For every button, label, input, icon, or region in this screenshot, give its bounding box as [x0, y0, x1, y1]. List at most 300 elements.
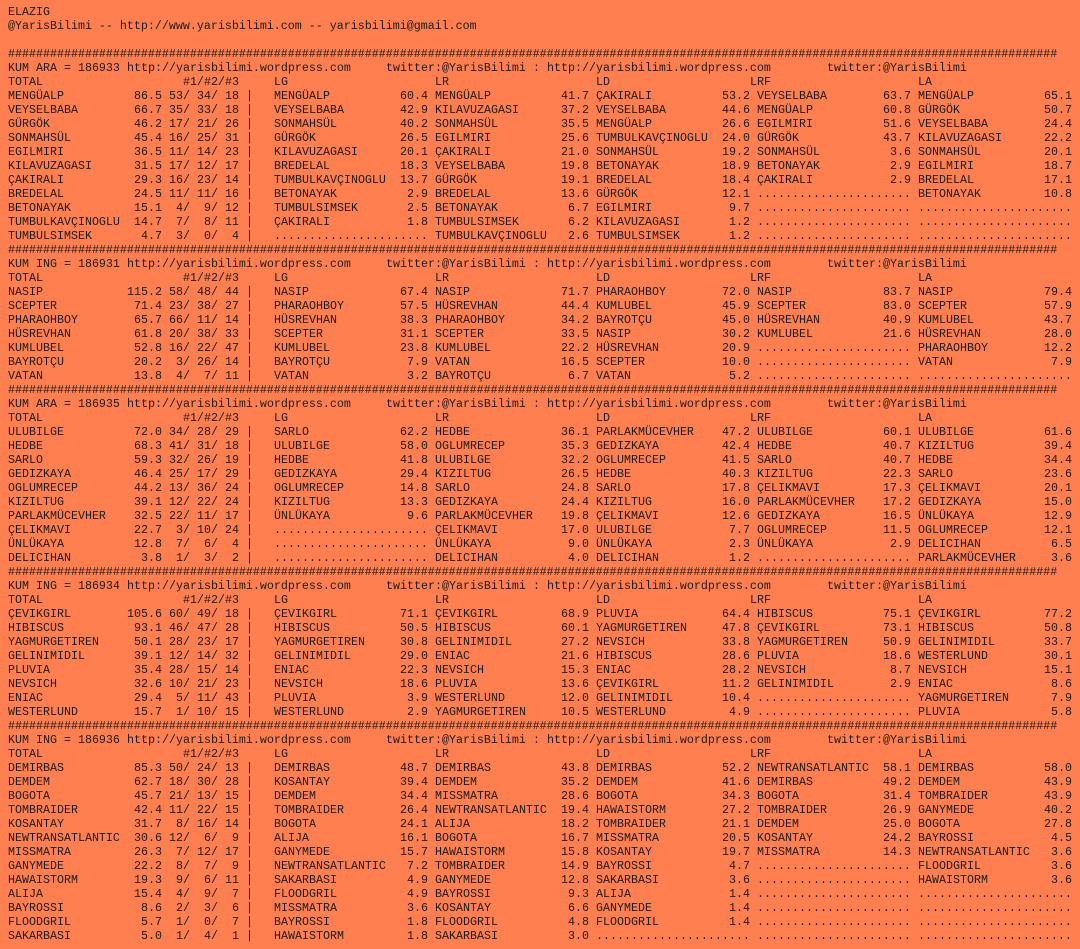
total-name: ENIAC: [8, 691, 43, 705]
lr-value: 15.3: [561, 663, 589, 677]
second-count: 0: [204, 229, 211, 243]
total-score: 39.1: [134, 649, 162, 663]
table-row: [0, 467, 1080, 481]
slash: /: [211, 439, 218, 453]
slash: /: [183, 313, 190, 327]
lr-name: ÇELIKMAVI: [435, 523, 498, 537]
second-count: 47: [197, 621, 211, 635]
separator-colon: :: [533, 733, 540, 747]
la-value: 24.4: [1044, 117, 1072, 131]
third-count: 11: [225, 873, 239, 887]
lrf-name: KOSANTAY: [757, 831, 813, 845]
lr-name: ÇAKIRALI: [435, 145, 491, 159]
lr-name: VEYSELBABA: [435, 159, 505, 173]
lg-value: 38.3: [400, 313, 428, 327]
separator: ######################################################################################################################################################: [8, 719, 1058, 733]
lrf-name: GÜRGÖK: [757, 131, 799, 145]
la-name: ÇELIKMAVI: [918, 481, 981, 495]
la-name: ULUBILGE: [918, 425, 974, 439]
lg-name: GEDIZKAYA: [274, 467, 337, 481]
la-value: 5.8: [1051, 705, 1072, 719]
slash: /: [183, 873, 190, 887]
lg-value: 3.9: [407, 691, 428, 705]
total-name: TOMBRAIDER: [8, 803, 78, 817]
slash: /: [183, 803, 190, 817]
ld-value: 3.6: [729, 873, 750, 887]
la-value: 43.9: [1044, 789, 1072, 803]
total-score: 85.3: [134, 761, 162, 775]
total-name: MISSMATRA: [8, 845, 71, 859]
lg-name: HÜSREVHAN: [274, 313, 337, 327]
second-count: 8: [204, 215, 211, 229]
header-lg: LG: [274, 593, 288, 607]
twitter-handle: twitter:@YarisBilimi: [827, 733, 967, 747]
lr-name: DELICIHAN: [435, 551, 498, 565]
lr-name: NEVSICH: [435, 663, 484, 677]
third-count: 14: [225, 355, 239, 369]
lr-value: 4.0: [568, 551, 589, 565]
la-name: GEDIZKAYA: [918, 495, 981, 509]
lr-value: 25.6: [561, 131, 589, 145]
ld-name: KUMLUBEL: [596, 299, 652, 313]
total-name: DELICIHAN: [8, 551, 71, 565]
third-count: 26: [225, 117, 239, 131]
third-count: 14: [225, 817, 239, 831]
ld-value: 33.8: [722, 635, 750, 649]
la-value: 43.7: [1044, 313, 1072, 327]
slash: /: [211, 355, 218, 369]
column-divider: |: [246, 285, 253, 299]
twitter-handle: twitter:@YarisBilimi: [827, 61, 967, 75]
column-divider: |: [246, 761, 253, 775]
first-count: 5: [176, 691, 183, 705]
la-value: 15.1: [1044, 663, 1072, 677]
ld-name: PARLAKMÜCEVHER: [596, 425, 694, 439]
ld-value: 27.2: [722, 803, 750, 817]
column-headers: [0, 747, 1080, 761]
lg-value: 24.1: [400, 817, 428, 831]
column-headers: [0, 271, 1080, 285]
lr-name: HIBISCUS: [435, 621, 491, 635]
lr-value: 19.4: [561, 803, 589, 817]
lrf-value: 49.2: [883, 775, 911, 789]
lrf-name: MENGÜALP: [757, 103, 813, 117]
ld-name: SARLO: [596, 481, 631, 495]
la-name: BAYROSSI: [918, 831, 974, 845]
lr-value: 6.7: [568, 201, 589, 215]
first-count: 11: [169, 803, 183, 817]
lr-name: TOMBRAIDER: [435, 859, 505, 873]
slash: /: [183, 845, 190, 859]
slash: /: [183, 621, 190, 635]
slash: /: [183, 453, 190, 467]
column-divider: |: [246, 215, 253, 229]
lr-value: 4.8: [568, 915, 589, 929]
ld-name: ENIAC: [596, 663, 631, 677]
lg-name: TUMBULKAVÇINOGLU: [274, 173, 386, 187]
third-count: 14: [225, 173, 239, 187]
la-name: NEWTRANSATLANTIC: [918, 845, 1030, 859]
lr-name: NASIP: [435, 285, 470, 299]
second-count: 3: [204, 901, 211, 915]
second-count: 3: [204, 551, 211, 565]
third-count: 23: [225, 677, 239, 691]
lg-name: VATAN: [274, 369, 309, 383]
ld-name: HAWAISTORM: [596, 803, 666, 817]
total-name: ÇAKIRALI: [8, 173, 64, 187]
first-count: 3: [176, 355, 183, 369]
table-row: [0, 677, 1080, 691]
lrf-value: 2.9: [890, 677, 911, 691]
ld-value: 19.2: [722, 145, 750, 159]
ld-value: 16.0: [722, 495, 750, 509]
la-empty-filler: ......................: [918, 229, 1072, 243]
header-places: #1/#2/#3: [183, 747, 239, 761]
table-row: [0, 789, 1080, 803]
ld-value: 5.2: [729, 369, 750, 383]
ld-name: DEMIRBAS: [596, 761, 652, 775]
first-count: 35: [169, 103, 183, 117]
column-divider: |: [246, 313, 253, 327]
column-divider: |: [246, 341, 253, 355]
block-title: KUM ARA = 186933: [8, 61, 120, 75]
ld-value: 20.9: [722, 341, 750, 355]
column-divider: |: [246, 229, 253, 243]
lrf-value: 2.9: [890, 159, 911, 173]
la-name: EGILMIRI: [918, 159, 974, 173]
ld-value: 18.9: [722, 159, 750, 173]
ld-value: 4.9: [729, 705, 750, 719]
slash: /: [183, 901, 190, 915]
third-count: 14: [225, 313, 239, 327]
lrf-value: 73.1: [883, 621, 911, 635]
first-count: 10: [169, 677, 183, 691]
table-row: [0, 327, 1080, 341]
total-score: 66.7: [134, 103, 162, 117]
ld-name: ÇEVIKGIRL: [596, 677, 659, 691]
la-name: PLUVIA: [918, 705, 960, 719]
total-name: BETONAYAK: [8, 201, 71, 215]
blog-link: http://yarisbilimi.wordpress.com: [547, 257, 771, 271]
total-score: 22.7: [134, 523, 162, 537]
lrf-name: DEMDEM: [757, 817, 799, 831]
table-row: [0, 481, 1080, 495]
lrf-empty-filler: ......................: [757, 369, 911, 383]
total-score: 31.5: [134, 159, 162, 173]
ld-value: 9.7: [729, 201, 750, 215]
lg-value: 29.4: [400, 467, 428, 481]
second-count: 12: [197, 845, 211, 859]
blog-link: http://yarisbilimi.wordpress.com: [127, 397, 351, 411]
total-score: 3.8: [141, 551, 162, 565]
second-count: 6: [204, 537, 211, 551]
lg-name: YAGMURGETIREN: [274, 635, 365, 649]
table-row: [0, 131, 1080, 145]
total-score: 86.5: [134, 89, 162, 103]
la-name: OGLUMRECEP: [918, 523, 988, 537]
total-name: BAYROTÇU: [8, 355, 64, 369]
table-row: [0, 229, 1080, 243]
total-name: DEMDEM: [8, 775, 50, 789]
header-places: #1/#2/#3: [183, 593, 239, 607]
third-count: 11: [225, 369, 239, 383]
blog-link: http://yarisbilimi.wordpress.com: [127, 579, 351, 593]
header-places: #1/#2/#3: [183, 411, 239, 425]
la-value: 6.5: [1051, 537, 1072, 551]
ld-value: 4.7: [729, 859, 750, 873]
column-divider: |: [246, 621, 253, 635]
la-name: GÜRGÖK: [918, 103, 960, 117]
first-count: 8: [176, 859, 183, 873]
slash: /: [183, 117, 190, 131]
table-row: [0, 803, 1080, 817]
ld-value: 1.4: [729, 915, 750, 929]
total-name: VEYSELBABA: [8, 103, 78, 117]
column-divider: |: [246, 117, 253, 131]
lg-name: WESTERLUND: [274, 705, 344, 719]
lrf-name: NEWTRANSATLANTIC: [757, 761, 869, 775]
lr-name: ÜNLÜKAYA: [435, 537, 491, 551]
column-divider: |: [246, 355, 253, 369]
first-count: 1: [176, 551, 183, 565]
ld-name: KILAVUZAGASI: [596, 215, 680, 229]
lg-name: KUMLUBEL: [274, 341, 330, 355]
twitter-handle: twitter:@YarisBilimi: [386, 733, 526, 747]
total-name: OGLUMRECEP: [8, 481, 78, 495]
lrf-name: ÜNLÜKAYA: [757, 537, 813, 551]
lrf-name: YAGMURGETIREN: [757, 635, 848, 649]
slash: /: [211, 145, 218, 159]
ld-value: 72.0: [722, 285, 750, 299]
lg-value: 26.4: [400, 803, 428, 817]
lrf-name: ÇELIKMAVI: [757, 481, 820, 495]
lg-name: DEMIRBAS: [274, 761, 330, 775]
ld-name: VATAN: [596, 369, 631, 383]
column-divider: |: [246, 663, 253, 677]
lr-name: BOGOTA: [435, 831, 477, 845]
slash: /: [211, 929, 218, 943]
lr-name: ÇEVIKGIRL: [435, 607, 498, 621]
column-divider: |: [246, 537, 253, 551]
total-name: KOSANTAY: [8, 817, 64, 831]
lg-empty-filler: ......................: [274, 551, 428, 565]
separator: ######################################################################################################################################################: [8, 47, 1058, 61]
ld-name: ÇELIKMAVI: [596, 509, 659, 523]
slash: /: [183, 677, 190, 691]
total-name: TUMBULKAVÇINOGLU: [8, 215, 120, 229]
header-lg: LG: [274, 747, 288, 761]
ld-value: 28.6: [722, 649, 750, 663]
la-value: 12.1: [1044, 523, 1072, 537]
third-count: 17: [225, 509, 239, 523]
lr-name: OGLUMRECEP: [435, 439, 505, 453]
table-row: [0, 89, 1080, 103]
lg-name: TUMBULSIMSEK: [274, 201, 358, 215]
ld-value: 12.1: [722, 187, 750, 201]
lrf-value: 60.1: [883, 425, 911, 439]
slash: /: [183, 299, 190, 313]
ld-value: 19.7: [722, 845, 750, 859]
slash: /: [183, 285, 190, 299]
la-empty-filler: ......................: [918, 887, 1072, 901]
lrf-value: 60.8: [883, 103, 911, 117]
slash: /: [211, 635, 218, 649]
lrf-name: EGILMIRI: [757, 117, 813, 131]
total-score: 15.7: [134, 705, 162, 719]
total-score: 19.3: [134, 873, 162, 887]
total-score: 12.8: [134, 537, 162, 551]
separator-line: [0, 243, 1080, 257]
total-name: HEDBE: [8, 439, 43, 453]
third-count: 28: [225, 775, 239, 789]
total-name: KIZILTUG: [8, 495, 64, 509]
ld-name: PHARAOHBOY: [596, 285, 666, 299]
third-count: 7: [232, 915, 239, 929]
ld-value: 17.8: [722, 481, 750, 495]
first-count: 1: [176, 929, 183, 943]
second-count: 11: [197, 509, 211, 523]
column-divider: |: [246, 677, 253, 691]
lr-value: 35.2: [561, 775, 589, 789]
header-la: LA: [918, 271, 932, 285]
lrf-empty-filler: ......................: [757, 551, 911, 565]
first-count: 18: [169, 775, 183, 789]
total-name: BOGOTA: [8, 789, 50, 803]
ld-value: 10.0: [722, 355, 750, 369]
slash: /: [211, 859, 218, 873]
second-count: 11: [197, 691, 211, 705]
lr-value: 68.9: [561, 607, 589, 621]
total-score: 105.6: [127, 607, 162, 621]
lrf-name: DEMIRBAS: [757, 775, 813, 789]
lr-value: 9.0: [568, 537, 589, 551]
lr-value: 12.8: [561, 873, 589, 887]
slash: /: [211, 481, 218, 495]
total-score: 46.4: [134, 467, 162, 481]
lr-value: 24.4: [561, 495, 589, 509]
lr-name: KOSANTAY: [435, 901, 491, 915]
slash: /: [183, 761, 190, 775]
lg-value: 67.4: [400, 285, 428, 299]
column-divider: |: [246, 89, 253, 103]
total-name: HIBISCUS: [8, 621, 64, 635]
lrf-value: 22.3: [883, 467, 911, 481]
total-score: 15.1: [134, 201, 162, 215]
header-lg: LG: [274, 271, 288, 285]
table-row: [0, 117, 1080, 131]
first-count: 4: [176, 369, 183, 383]
lr-name: TUMBULKAVÇINOGLU: [435, 229, 547, 243]
lrf-name: BOGOTA: [757, 789, 799, 803]
first-count: 7: [176, 215, 183, 229]
lg-name: BOGOTA: [274, 817, 316, 831]
lr-value: 19.1: [561, 173, 589, 187]
second-count: 38: [197, 327, 211, 341]
total-name: VATAN: [8, 369, 43, 383]
total-score: 50.1: [134, 635, 162, 649]
total-name: KUMLUBEL: [8, 341, 64, 355]
lr-value: 60.1: [561, 621, 589, 635]
column-divider: |: [246, 201, 253, 215]
total-score: 14.7: [134, 215, 162, 229]
column-divider: |: [246, 299, 253, 313]
table-row: [0, 187, 1080, 201]
total-score: 32.5: [134, 509, 162, 523]
total-score: 5.7: [141, 915, 162, 929]
total-score: 59.3: [134, 453, 162, 467]
lr-name: SONMAHSÜL: [435, 117, 498, 131]
second-count: 36: [197, 481, 211, 495]
third-count: 24: [225, 481, 239, 495]
separator: ######################################################################################################################################################: [8, 383, 1058, 397]
total-name: SARLO: [8, 453, 43, 467]
third-count: 17: [225, 635, 239, 649]
third-count: 15: [225, 705, 239, 719]
header-lrf: LRF: [750, 747, 771, 761]
column-divider: |: [246, 817, 253, 831]
la-empty-filler: ......................: [918, 915, 1072, 929]
block-title: KUM ING = 186931: [8, 257, 120, 271]
la-name: YAGMURGETIREN: [918, 691, 1009, 705]
total-name: NEVSICH: [8, 677, 57, 691]
slash: /: [211, 159, 218, 173]
lr-name: DEMDEM: [435, 775, 477, 789]
la-value: 7.9: [1051, 355, 1072, 369]
lg-value: 4.9: [407, 887, 428, 901]
table-row: [0, 439, 1080, 453]
header-lr: LR: [435, 271, 449, 285]
first-count: 12: [169, 831, 183, 845]
first-count: 25: [169, 467, 183, 481]
lg-value: 34.4: [400, 789, 428, 803]
lr-value: 41.7: [561, 89, 589, 103]
la-value: 3.6: [1051, 873, 1072, 887]
lr-value: 9.3: [568, 887, 589, 901]
second-count: 21: [197, 677, 211, 691]
first-count: 34: [169, 425, 183, 439]
la-name: KILAVUZAGASI: [918, 131, 1002, 145]
la-value: 58.0: [1044, 761, 1072, 775]
ld-name: SONMAHSÜL: [596, 145, 659, 159]
first-count: 2: [176, 901, 183, 915]
lg-name: BREDELAL: [274, 159, 330, 173]
lrf-empty-filler: ......................: [757, 341, 911, 355]
lr-value: 32.2: [561, 453, 589, 467]
column-headers: [0, 75, 1080, 89]
lrf-name: OGLUMRECEP: [757, 523, 827, 537]
ld-name: MENGÜALP: [596, 117, 652, 131]
slash: /: [211, 663, 218, 677]
lrf-empty-filler: ......................: [757, 229, 911, 243]
column-headers: [0, 593, 1080, 607]
ld-value: 26.6: [722, 117, 750, 131]
blog-link: http://yarisbilimi.wordpress.com: [547, 397, 771, 411]
la-name: BETONAYAK: [918, 187, 981, 201]
ld-name: GANYMEDE: [596, 901, 652, 915]
lr-value: 12.0: [561, 691, 589, 705]
column-divider: |: [246, 509, 253, 523]
lg-name: NEVSICH: [274, 677, 323, 691]
lr-value: 71.7: [561, 285, 589, 299]
lr-name: FLOODGRIL: [435, 915, 498, 929]
block-title: KUM ARA = 186935: [8, 397, 120, 411]
twitter-handle: twitter:@YarisBilimi: [386, 257, 526, 271]
table-row: [0, 663, 1080, 677]
lg-name: OGLUMRECEP: [274, 481, 344, 495]
second-count: 16: [197, 817, 211, 831]
header-ld: LD: [596, 75, 610, 89]
lrf-value: 3.6: [890, 145, 911, 159]
